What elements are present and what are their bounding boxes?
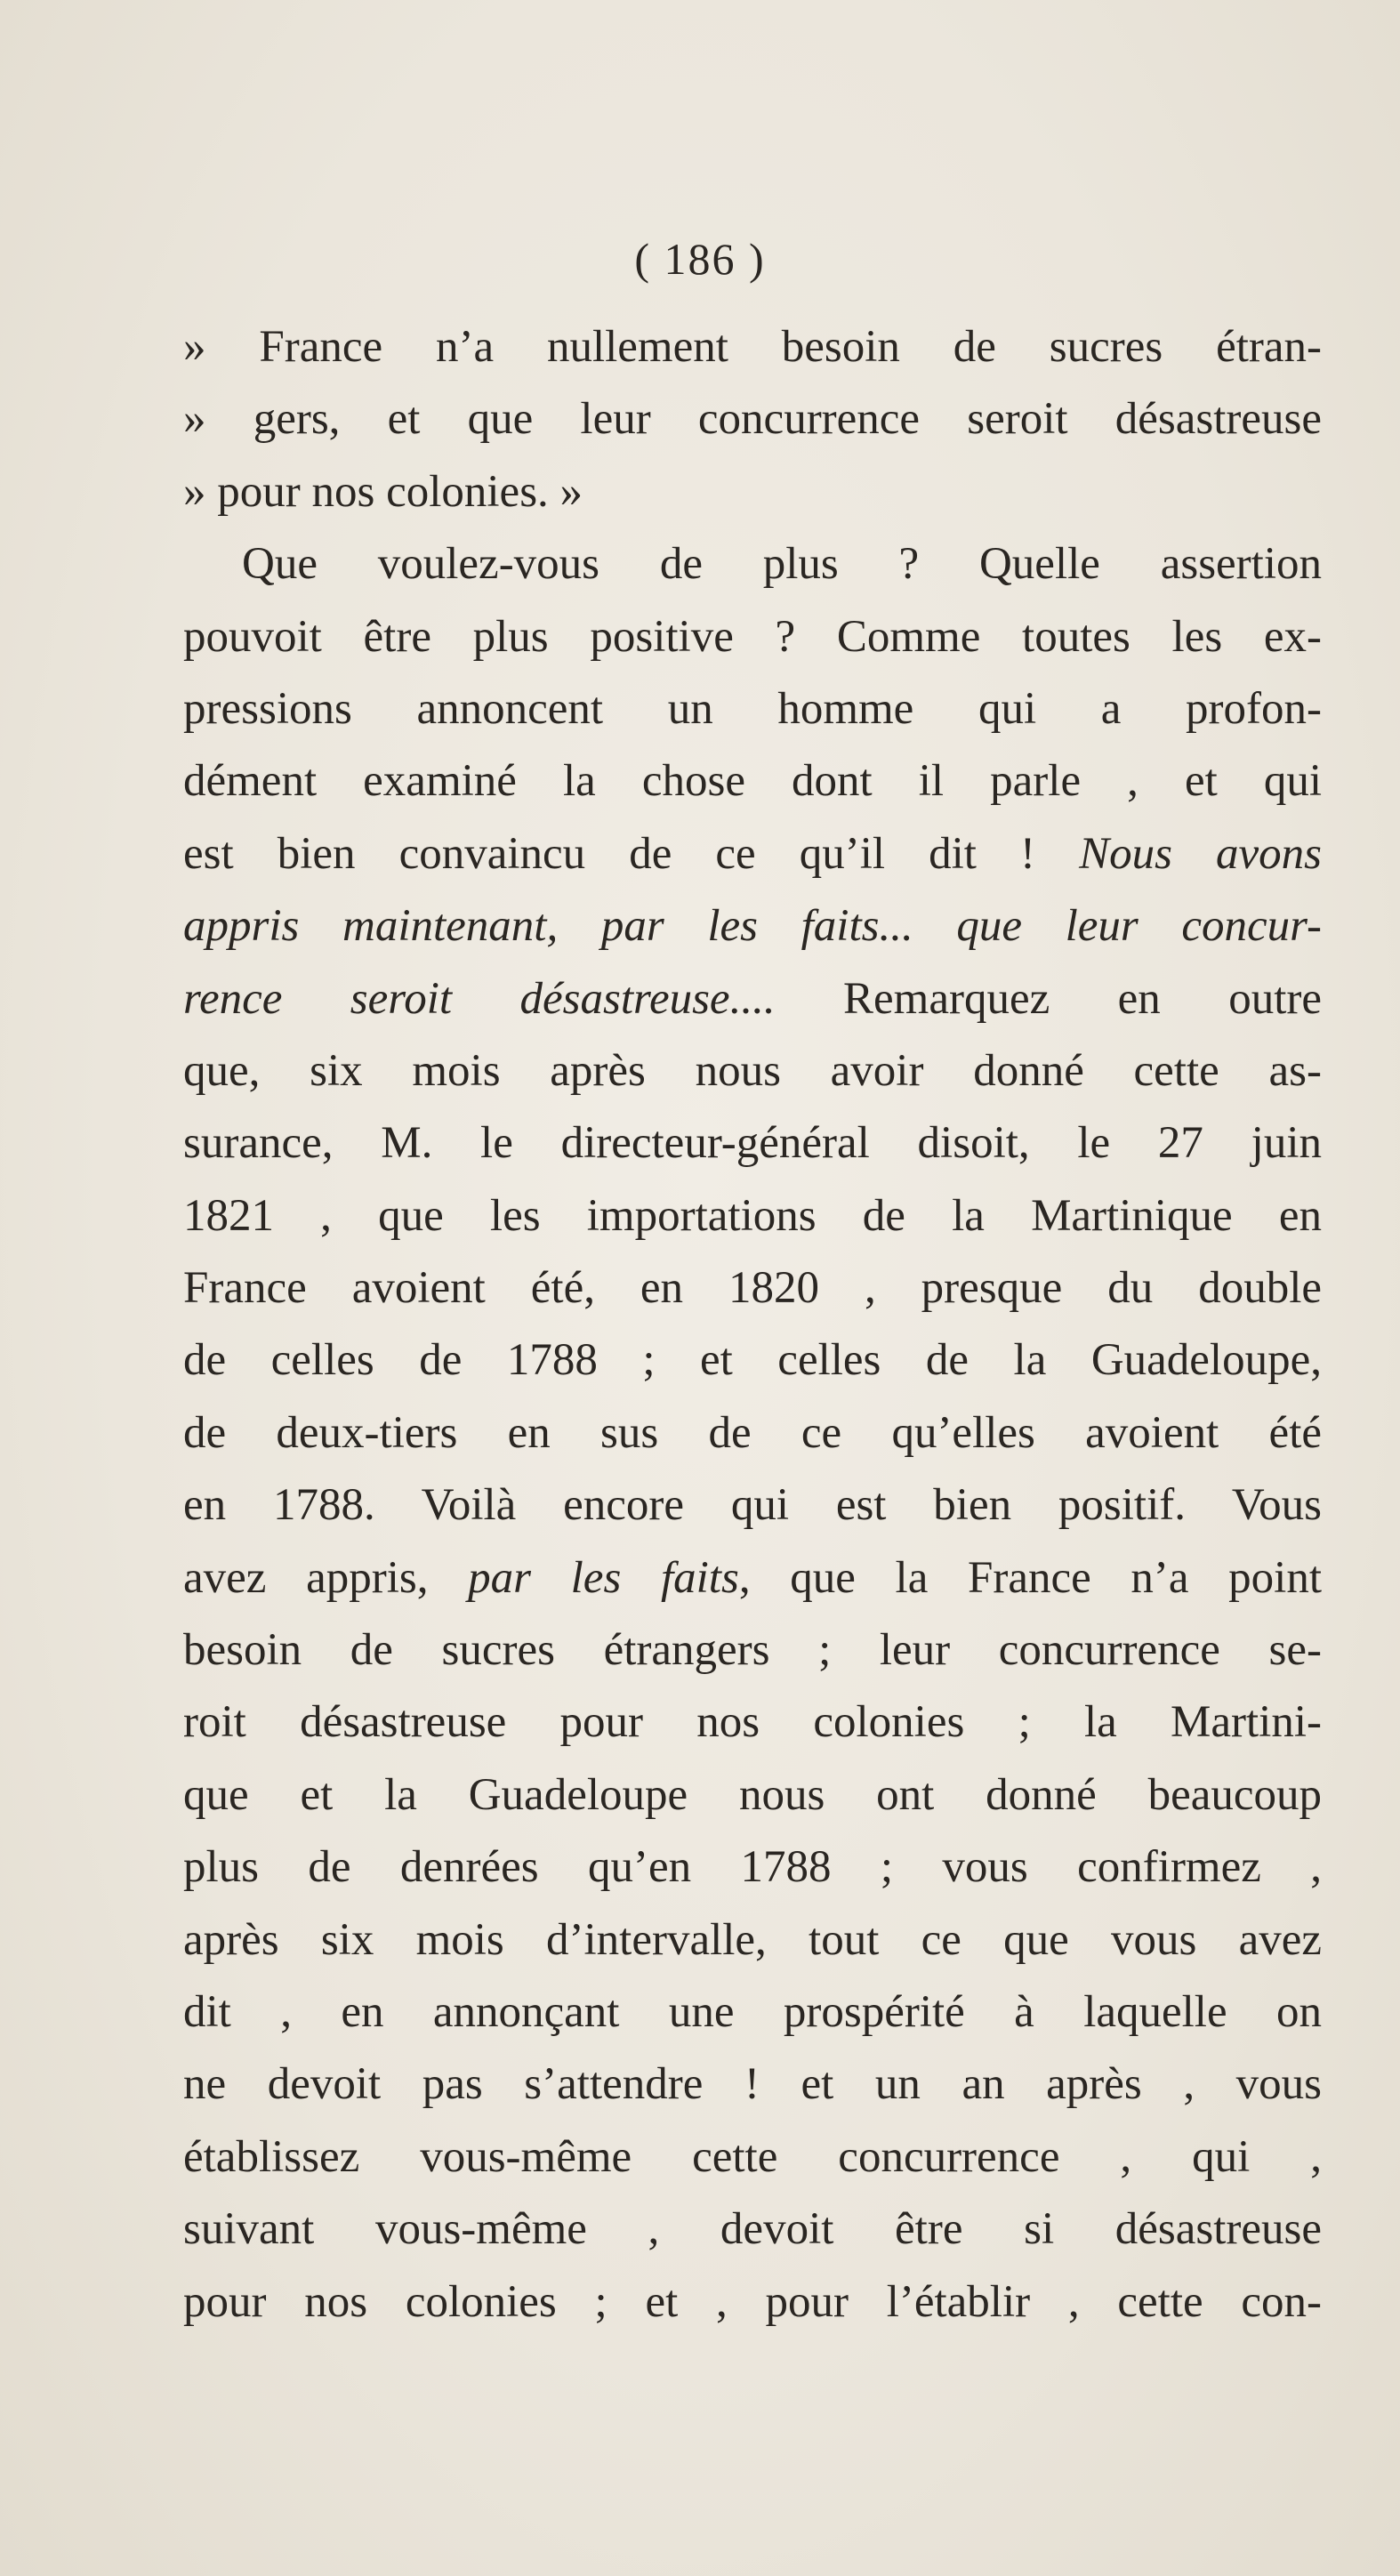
text-line — [183, 1542, 1322, 1614]
text-segment: que et la Guadeloupe nous ont donné beaucoup — [183, 1769, 1322, 1820]
text-line — [183, 1976, 1322, 2049]
text-segment: France avoient été, en 1820 , presque du double — [183, 1263, 1322, 1314]
text-line — [183, 1324, 1322, 1397]
text-segment: plus de denrées qu’en 1788 ; vous confirmez , — [183, 1842, 1322, 1893]
text-segment: établissez vous-même cette concurrence , qui , — [183, 2131, 1322, 2182]
text-line — [183, 818, 1322, 890]
text-line — [183, 890, 1322, 962]
text-line — [183, 1831, 1322, 1904]
text-segment: après six mois d’intervalle, tout ce que vous avez — [183, 1914, 1322, 1965]
text-segment: en 1788. Voilà encore qui est bien positif. Vous — [183, 1480, 1322, 1531]
page-number: ( 186 ) — [634, 234, 766, 284]
text-segment: suivant vous-même , devoit être si désastreuse — [183, 2204, 1322, 2255]
italic-text-segment: par les faits — [468, 1552, 739, 1603]
text-segment: » pour nos colonies. » — [183, 466, 583, 517]
text-line — [183, 1252, 1322, 1324]
text-line — [183, 2266, 1322, 2339]
text-line — [183, 1107, 1322, 1179]
text-line — [183, 1469, 1322, 1542]
text-line — [183, 1035, 1322, 1107]
text-segment: que, six mois après nous avoir donné cette as- — [183, 1045, 1322, 1096]
text-line — [183, 2121, 1322, 2194]
text-line — [183, 1397, 1322, 1469]
text-segment: pressions annoncent un homme qui a profon- — [183, 683, 1322, 734]
text-segment: de celles de 1788 ; et celles de la Guadeloupe, — [183, 1335, 1322, 1386]
italic-text-segment: appris maintenant, par les faits... que leur concur- — [183, 901, 1322, 952]
text-segment: besoin de sucres étrangers ; leur concurrence se- — [183, 1625, 1322, 1676]
body-text — [183, 311, 1322, 2339]
text-segment: » France n’a nullement besoin de sucres étran- — [183, 322, 1322, 372]
text-segment: avez appris, — [183, 1552, 469, 1603]
text-segment: de deux-tiers en sus de ce qu’elles avoient été — [183, 1407, 1322, 1458]
text-line — [183, 1759, 1322, 1831]
text-line — [183, 1686, 1322, 1759]
text-line — [183, 311, 1322, 383]
text-line — [183, 673, 1322, 745]
italic-text-segment: Nous avons — [1079, 828, 1322, 879]
text-line — [183, 456, 1322, 528]
text-segment: pouvoit être plus positive ? Comme toutes les ex- — [183, 611, 1322, 662]
text-segment: Remarquez en outre — [775, 973, 1323, 1024]
text-segment: est bien convaincu de ce qu’il dit ! — [183, 828, 1080, 879]
italic-text-segment: rence seroit désastreuse.... — [183, 973, 776, 1024]
text-segment: 1821 , que les importations de la Martinique en — [183, 1190, 1322, 1241]
text-segment: roit désastreuse pour nos colonies ; la Martini- — [183, 1697, 1322, 1748]
text-line — [183, 1614, 1322, 1686]
text-segment: dément examiné la chose dont il parle , et qui — [183, 756, 1322, 807]
text-line — [183, 1904, 1322, 1976]
text-segment: dit , en annonçant une prospérité à laquelle on — [183, 1986, 1322, 2037]
text-segment: Que voulez-vous de plus ? Quelle assertion — [242, 539, 1322, 590]
text-line — [183, 601, 1322, 673]
text-line — [183, 2049, 1322, 2121]
text-line — [183, 963, 1322, 1035]
text-line — [183, 745, 1322, 817]
text-segment: ne devoit pas s’attendre ! et un an après , vous — [183, 2059, 1322, 2110]
text-segment: , que la France n’a point — [738, 1552, 1323, 1603]
text-segment: surance, M. le directeur-général disoit, le 27 juin — [183, 1118, 1322, 1169]
text-line — [183, 528, 1322, 600]
text-line — [183, 1180, 1322, 1252]
text-line — [183, 2194, 1322, 2266]
text-line — [183, 383, 1322, 455]
text-segment: pour nos colonies ; et , pour l’établir , cette con- — [183, 2276, 1322, 2327]
text-segment: » gers, et que leur concurrence seroit désastreuse — [183, 394, 1322, 445]
